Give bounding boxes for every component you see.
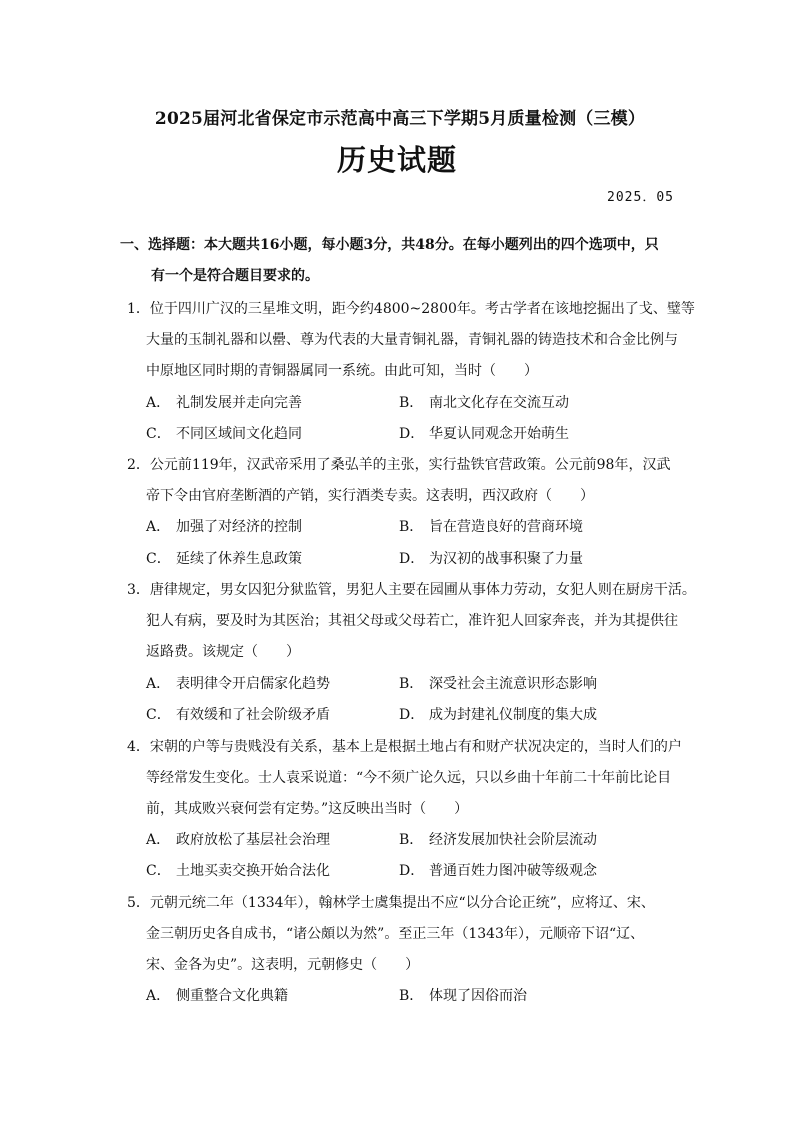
question-text-line: 2．公元前119年，汉武帝采用了桑弘羊的主张，实行盐铁官营政策。公元前98年，汉武 <box>127 457 671 473</box>
option-d <box>399 861 597 881</box>
option-text: 为汉初的战事积聚了力量 <box>429 551 583 567</box>
subject-title: 历史试题 <box>336 143 457 177</box>
question-text-line: 1．位于四川广汉的三星堆文明，距今约4800~2800年。考古学者在该地挖掘出了戈、璧等 <box>127 301 695 317</box>
option-a <box>146 830 330 850</box>
option-text: 侧重整合文化典籍 <box>176 988 288 1004</box>
section-heading-line: 一、选择题：本大题共16小题，每小题3分，共48分。在每小题列出的四个选项中，只 <box>120 237 659 253</box>
question-text-line: 4．宋朝的户等与贵贱没有关系，基本上是根据土地占有和财产状况决定的，当时人们的户 <box>127 739 682 755</box>
option-letter: D． <box>399 551 425 567</box>
question-text-line: 中原地区同时期的青铜器属同一系统。由此可知，当时（ ） <box>146 363 538 379</box>
option-letter: A． <box>146 832 171 848</box>
option-letter: D． <box>399 426 425 442</box>
question-text-line: 大量的玉制礼器和以罍、尊为代表的大量青铜礼器，青铜礼器的铸造技术和合金比例与 <box>146 332 678 348</box>
option-c <box>146 705 330 725</box>
section-heading-line: 有一个是符合题目要求的。 <box>151 268 319 284</box>
option-text: 表明律令开启儒家化趋势 <box>176 676 330 692</box>
question-text-line: 返路费。该规定（ ） <box>146 644 300 660</box>
option-letter: C． <box>146 551 171 567</box>
option-text: 不同区域间文化趋同 <box>176 426 302 442</box>
option-letter: C． <box>146 426 171 442</box>
option-b <box>399 674 597 694</box>
question-text-line: 等经常发生变化。士人袁采说道：“今不须广论久远，只以乡曲十年前二十年前比论目 <box>146 770 672 786</box>
exam-date: 2025．05 <box>607 190 674 205</box>
option-d <box>399 549 583 569</box>
option-letter: C． <box>146 707 171 723</box>
option-b <box>399 393 569 413</box>
question-text-line: 5．元朝元统二年（1334年），翰林学士虞集提出不应“以分合论正统”，应将辽、宋、 <box>127 895 655 911</box>
option-letter: B． <box>399 395 424 411</box>
question-text-line: 帝下令由官府垄断酒的产销，实行酒类专卖。这表明，西汉政府（ ） <box>146 488 594 504</box>
option-letter: C． <box>146 863 171 879</box>
option-text: 成为封建礼仪制度的集大成 <box>429 707 597 723</box>
option-text: 经济发展加快社会阶层流动 <box>429 832 597 848</box>
option-b <box>399 830 597 850</box>
option-text: 普通百姓力图冲破等级观念 <box>429 863 597 879</box>
option-letter: D． <box>399 707 425 723</box>
option-c <box>146 861 330 881</box>
option-letter: A． <box>146 395 171 411</box>
option-text: 延续了休养生息政策 <box>176 551 302 567</box>
option-letter: B． <box>399 832 424 848</box>
option-c <box>146 424 302 444</box>
option-c <box>146 549 302 569</box>
option-letter: D． <box>399 863 425 879</box>
option-d <box>399 705 597 725</box>
option-text: 华夏认同观念开始萌生 <box>429 426 569 442</box>
option-a <box>146 517 302 537</box>
question-text-line: 金三朝历史各自成书，“诸公頗以为然”。至正三年（1343年），元顺帝下诏“辽、 <box>146 926 645 942</box>
option-letter: A． <box>146 676 171 692</box>
option-text: 土地买卖交换开始合法化 <box>176 863 330 879</box>
option-d <box>399 424 569 444</box>
option-a <box>146 986 288 1006</box>
question-text-line: 前，其成败兴衰何尝有定势。”这反映出当时（ ） <box>146 801 469 817</box>
option-b <box>399 986 527 1006</box>
option-b <box>399 517 583 537</box>
exam-title: 2025届河北省保定市示范高中高三下学期5月质量检测（三模） <box>154 109 646 129</box>
option-text: 深受社会主流意识形态影响 <box>429 676 597 692</box>
question-text-line: 宋、金各为史”。这表明，元朝修史（ ） <box>146 957 420 973</box>
option-letter: B． <box>399 988 424 1004</box>
option-text: 旨在营造良好的营商环境 <box>429 519 583 535</box>
option-text: 政府放松了基层社会治理 <box>176 832 330 848</box>
option-letter: B． <box>399 519 424 535</box>
option-letter: A． <box>146 519 171 535</box>
option-letter: A． <box>146 988 171 1004</box>
option-a <box>146 674 330 694</box>
option-text: 礼制发展并走向完善 <box>176 395 302 411</box>
option-letter: B． <box>399 676 424 692</box>
option-a <box>146 393 302 413</box>
option-text: 南北文化存在交流互动 <box>429 395 569 411</box>
option-text: 有效缓和了社会阶级矛盾 <box>176 707 330 723</box>
option-text: 加强了对经济的控制 <box>176 519 302 535</box>
question-text-line: 犯人有病，要及时为其医治；其祖父母或父母若亡，准许犯人回家奔丧，并为其提供往 <box>146 613 678 629</box>
option-text: 体现了因俗而治 <box>429 988 527 1004</box>
question-text-line: 3．唐律规定，男女囚犯分狱监管，男犯人主要在园圃从事体力劳动，女犯人则在厨房干活。 <box>127 582 696 598</box>
